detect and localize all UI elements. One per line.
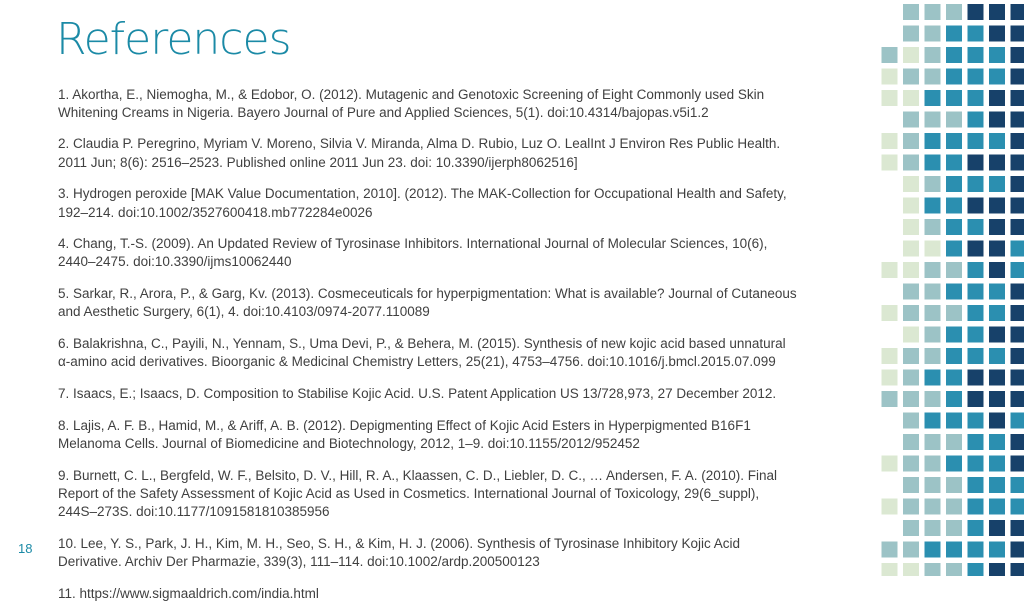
mosaic-square — [946, 305, 962, 321]
reference-item: 3. Hydrogen peroxide [MAK Value Documentation, 2010]. (2012). The MAK-Collection for Occupational Health and Safety, 192–214. doi:10.1002/3527600418.mb772284e0026 — [58, 185, 798, 221]
mosaic-square — [903, 198, 919, 214]
mosaic-square — [925, 413, 941, 429]
reference-item: 6. Balakrishna, C., Payili, N., Yennam, S., Uma Devi, P., & Behera, M. (2015). Synthesis of new kojic acid based unnatural α-amino acid derivatives. Bioorganic & Medicinal Chemistry Letters, 25(21), 4753–4756. doi:10.1016/j.bmcl.2015.07.099 — [58, 335, 798, 371]
mosaic-square — [903, 499, 919, 515]
mosaic-square — [989, 434, 1005, 450]
mosaic-square — [925, 47, 941, 63]
mosaic-square — [968, 456, 984, 472]
reference-item: 4. Chang, T.-S. (2009). An Updated Review of Tyrosinase Inhibitors. International Journal of Molecular Sciences, 10(6), 2440–2475. doi:10.3390/ijms10062440 — [58, 235, 798, 271]
mosaic-square — [882, 90, 898, 106]
mosaic-square — [946, 499, 962, 515]
mosaic-square — [946, 434, 962, 450]
mosaic-square — [1011, 434, 1024, 450]
mosaic-square — [882, 456, 898, 472]
mosaic-square — [882, 155, 898, 171]
mosaic-square — [989, 133, 1005, 149]
mosaic-square — [946, 477, 962, 493]
mosaic-square — [946, 47, 962, 63]
mosaic-square — [989, 4, 1005, 20]
mosaic-square — [903, 284, 919, 300]
reference-item: 2. Claudia P. Peregrino, Myriam V. Moreno, Silvia V. Miranda, Alma D. Rubio, Luz O. LealInt J Environ Res Public Health. 2011 Jun; 8(6): 2516–2523. Published online 2011 Jun 23. doi: 10.3390/ijerph8062516] — [58, 135, 798, 171]
mosaic-square — [1011, 413, 1024, 429]
mosaic-square — [1011, 219, 1024, 235]
mosaic-square — [1011, 520, 1024, 536]
mosaic-square — [1011, 348, 1024, 364]
mosaic-square — [925, 305, 941, 321]
mosaic-square — [946, 155, 962, 171]
reference-item: 11. https://www.sigmaaldrich.com/india.html — [58, 585, 798, 603]
mosaic-square — [903, 434, 919, 450]
mosaic-square — [1011, 26, 1024, 42]
mosaic-square — [946, 542, 962, 558]
mosaic-square — [882, 47, 898, 63]
slide-title: References — [56, 14, 291, 65]
mosaic-square — [903, 47, 919, 63]
mosaic-square — [946, 348, 962, 364]
mosaic-square — [968, 413, 984, 429]
mosaic-square — [946, 262, 962, 278]
mosaic-square — [946, 563, 962, 576]
mosaic-square — [946, 176, 962, 192]
mosaic-square — [1011, 4, 1024, 20]
mosaic-square — [882, 262, 898, 278]
mosaic-square — [925, 542, 941, 558]
mosaic-square — [903, 413, 919, 429]
mosaic-square — [882, 391, 898, 407]
mosaic-square — [925, 370, 941, 386]
mosaic-square — [903, 26, 919, 42]
references-list — [58, 72, 798, 608]
mosaic-square — [946, 284, 962, 300]
mosaic-square — [968, 542, 984, 558]
mosaic-square — [968, 219, 984, 235]
mosaic-square — [925, 456, 941, 472]
mosaic-square — [903, 176, 919, 192]
mosaic-square — [903, 327, 919, 343]
mosaic-square — [903, 90, 919, 106]
mosaic-square — [903, 241, 919, 257]
mosaic-square — [925, 391, 941, 407]
reference-item: 10. Lee, Y. S., Park, J. H., Kim, M. H., Seo, S. H., & Kim, H. J. (2006). Synthesis of Tyrosinase Inhibitory Kojic Acid Derivative. Archiv Der Pharmazie, 339(3), 111–114. doi:10.1002/ardp.200500123 — [58, 535, 798, 571]
mosaic-square — [968, 327, 984, 343]
mosaic-square — [903, 477, 919, 493]
mosaic-square — [989, 413, 1005, 429]
mosaic-square — [968, 112, 984, 128]
mosaic-square — [989, 520, 1005, 536]
mosaic-square — [1011, 90, 1024, 106]
mosaic-square — [968, 176, 984, 192]
mosaic-square — [946, 90, 962, 106]
mosaic-square — [989, 241, 1005, 257]
mosaic-square — [925, 499, 941, 515]
mosaic-square — [903, 305, 919, 321]
mosaic-square — [925, 520, 941, 536]
reference-item: 7. Isaacs, E.; Isaacs, D. Composition to Stabilise Kojic Acid. U.S. Patent Application US 13/728,973, 27 December 2012. — [58, 385, 798, 403]
slide-number: 18 — [18, 541, 32, 556]
mosaic-square — [903, 112, 919, 128]
mosaic-square — [946, 370, 962, 386]
mosaic-square — [968, 262, 984, 278]
mosaic-square — [882, 305, 898, 321]
mosaic-square — [946, 219, 962, 235]
mosaic-square — [968, 348, 984, 364]
mosaic-square — [946, 112, 962, 128]
mosaic-square — [968, 520, 984, 536]
mosaic-square — [903, 563, 919, 576]
mosaic-square — [925, 155, 941, 171]
reference-item: 1. Akortha, E., Niemogha, M., & Edobor, O. (2012). Mutagenic and Genotoxic Screening of Eight Commonly used Skin Whitening Creams in Nigeria. Bayero Journal of Pure and Applied Sciences, 5(1). doi:10.4314/bajopas.v5i1.2 — [58, 86, 798, 122]
mosaic-square — [903, 4, 919, 20]
mosaic-square — [968, 241, 984, 257]
mosaic-square — [989, 26, 1005, 42]
mosaic-square — [968, 90, 984, 106]
mosaic-square — [1011, 262, 1024, 278]
mosaic-square — [946, 413, 962, 429]
mosaic-square — [925, 69, 941, 85]
mosaic-square — [989, 155, 1005, 171]
reference-item: 9. Burnett, C. L., Bergfeld, W. F., Belsito, D. V., Hill, R. A., Klaassen, C. D., Liebler, D. C., … Andersen, F. A. (2010). Final Report of the Safety Assessment of Kojic Acid as Used in Cosmetics. International Journal of Toxicology, 29(6_suppl), 244S–273S. doi:10.1177/1091581810385956 — [58, 467, 798, 522]
mosaic-square — [903, 370, 919, 386]
mosaic-square — [968, 133, 984, 149]
mosaic-square — [968, 499, 984, 515]
mosaic-square — [968, 434, 984, 450]
mosaic-square — [903, 348, 919, 364]
mosaic-square — [925, 262, 941, 278]
mosaic-square — [946, 26, 962, 42]
mosaic-square — [1011, 370, 1024, 386]
mosaic-square — [968, 198, 984, 214]
mosaic-square — [989, 542, 1005, 558]
mosaic-square — [925, 563, 941, 576]
mosaic-square — [968, 26, 984, 42]
mosaic-square — [882, 542, 898, 558]
reference-item: 5. Sarkar, R., Arora, P., & Garg, Kv. (2013). Cosmeceuticals for hyperpigmentation: What is available? Journal of Cutaneous and Aesthetic Surgery, 6(1), 4. doi:10.4103/0974-2077.110089 — [58, 285, 798, 321]
mosaic-square — [903, 69, 919, 85]
mosaic-square — [903, 133, 919, 149]
mosaic-square — [882, 69, 898, 85]
mosaic-square — [903, 219, 919, 235]
mosaic-square — [946, 133, 962, 149]
mosaic-square — [968, 477, 984, 493]
mosaic-square — [925, 4, 941, 20]
mosaic-square — [989, 327, 1005, 343]
mosaic-square — [925, 477, 941, 493]
mosaic-square — [989, 90, 1005, 106]
mosaic-square — [882, 563, 898, 576]
mosaic-square — [925, 219, 941, 235]
mosaic-square — [968, 284, 984, 300]
mosaic-square — [989, 305, 1005, 321]
mosaic-square — [925, 176, 941, 192]
mosaic-square — [946, 456, 962, 472]
mosaic-square — [925, 90, 941, 106]
mosaic-square — [1011, 47, 1024, 63]
mosaic-square — [1011, 391, 1024, 407]
mosaic-square — [968, 391, 984, 407]
mosaic-square — [989, 456, 1005, 472]
mosaic-square — [1011, 241, 1024, 257]
mosaic-square — [968, 69, 984, 85]
mosaic-square — [925, 198, 941, 214]
mosaic-square — [1011, 69, 1024, 85]
mosaic-square — [1011, 456, 1024, 472]
mosaic-square — [925, 133, 941, 149]
mosaic-square — [989, 370, 1005, 386]
mosaic-square — [925, 26, 941, 42]
mosaic-square — [989, 563, 1005, 576]
mosaic-square — [1011, 112, 1024, 128]
mosaic-square — [1011, 563, 1024, 576]
mosaic-square — [989, 47, 1005, 63]
mosaic-square — [946, 520, 962, 536]
mosaic-square — [925, 348, 941, 364]
mosaic-square — [989, 219, 1005, 235]
mosaic-square — [946, 241, 962, 257]
reference-item: 8. Lajis, A. F. B., Hamid, M., & Ariff, A. B. (2012). Depigmenting Effect of Kojic Acid Esters in Hyperpigmented B16F1 Melanoma Cells. Journal of Biomedicine and Biotechnology, 2012, 1–9. doi:10.1155/2012/952452 — [58, 417, 798, 453]
mosaic-square — [925, 434, 941, 450]
mosaic-square — [1011, 477, 1024, 493]
mosaic-square — [968, 305, 984, 321]
mosaic-square — [989, 284, 1005, 300]
mosaic-square — [989, 477, 1005, 493]
mosaic-square — [925, 112, 941, 128]
mosaic-square — [968, 47, 984, 63]
mosaic-square — [1011, 305, 1024, 321]
mosaic-square — [946, 327, 962, 343]
mosaic-square — [1011, 198, 1024, 214]
mosaic-square — [925, 241, 941, 257]
mosaic-square — [1011, 155, 1024, 171]
mosaic-square — [903, 542, 919, 558]
mosaic-square — [946, 391, 962, 407]
mosaic-square — [968, 563, 984, 576]
mosaic-square — [882, 133, 898, 149]
mosaic-square — [989, 176, 1005, 192]
mosaic-square — [989, 262, 1005, 278]
mosaic-square — [925, 284, 941, 300]
mosaic-square — [968, 370, 984, 386]
mosaic-square — [882, 348, 898, 364]
mosaic-square — [903, 391, 919, 407]
mosaic-square — [903, 520, 919, 536]
mosaic-square — [1011, 327, 1024, 343]
mosaic-square — [989, 499, 1005, 515]
mosaic-square — [925, 327, 941, 343]
mosaic-square — [968, 4, 984, 20]
mosaic-square — [903, 456, 919, 472]
mosaic-square — [989, 198, 1005, 214]
mosaic-square — [989, 69, 1005, 85]
mosaic-square — [1011, 284, 1024, 300]
mosaic-square — [1011, 499, 1024, 515]
mosaic-square — [903, 262, 919, 278]
mosaic-square — [1011, 176, 1024, 192]
mosaic-square — [946, 198, 962, 214]
mosaic-square — [946, 69, 962, 85]
mosaic-square — [903, 155, 919, 171]
mosaic-square — [882, 370, 898, 386]
mosaic-square — [989, 112, 1005, 128]
mosaic-square — [882, 499, 898, 515]
mosaic-square — [1011, 133, 1024, 149]
mosaic-square — [989, 391, 1005, 407]
mosaic-square — [1011, 542, 1024, 558]
mosaic-square — [989, 348, 1005, 364]
mosaic-square — [968, 155, 984, 171]
mosaic-square — [946, 4, 962, 20]
